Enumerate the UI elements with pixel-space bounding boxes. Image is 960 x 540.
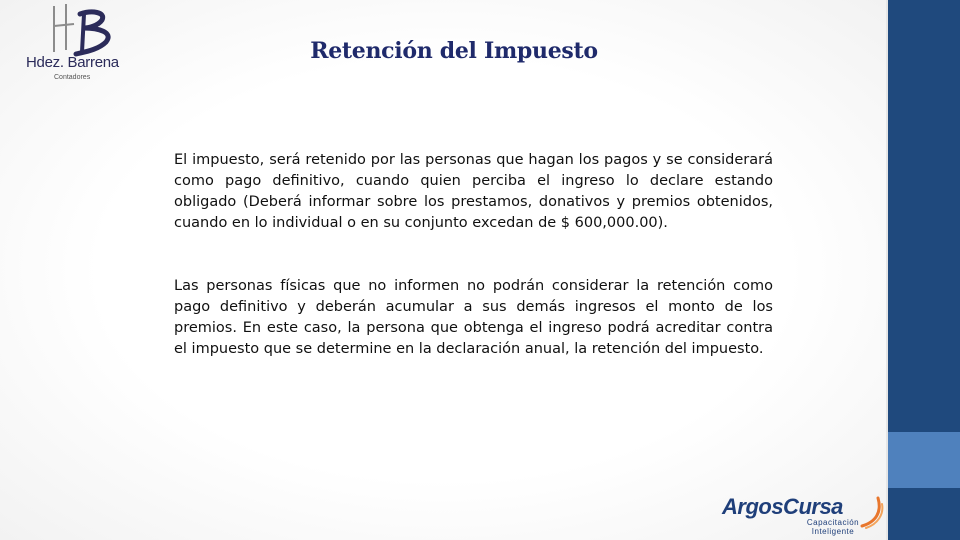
- argoscursa-logo: [722, 494, 886, 538]
- brand-tagline: [796, 518, 870, 536]
- slide-body: [174, 150, 773, 360]
- paragraph: Las personas físicas que no informen no podrán considerar la retención como pago definitivo y deberán acumular a sus demás ingresos el monto de los premios. En este caso, la persona que obtenga el ingreso podrá acreditar contra el impuesto que se determine en la declaración anual, la retención del impuesto.: [174, 278, 773, 357]
- brand-tagline-line: Inteligente: [811, 527, 855, 536]
- logo-company-name: Hdez. Barrena: [26, 54, 119, 71]
- brand-name: ArgosCursa: [722, 494, 843, 519]
- slide-title: Retención del Impuesto: [310, 38, 598, 64]
- brand-tagline-line: Capacitación: [806, 518, 860, 527]
- paragraph: El impuesto, será retenido por las personas que hagan los pagos y se considerará como pago definitivo, cuando quien perciba el ingreso lo declare estando obligado (Deberá informar sobre los prestamos, donativos y premios obtenidos, cuando en lo individual o en su conjunto excedan de $ 600,000.00).: [174, 152, 773, 231]
- side-accent-block: [888, 432, 960, 488]
- logo-company-subtitle: Contadores: [54, 74, 91, 81]
